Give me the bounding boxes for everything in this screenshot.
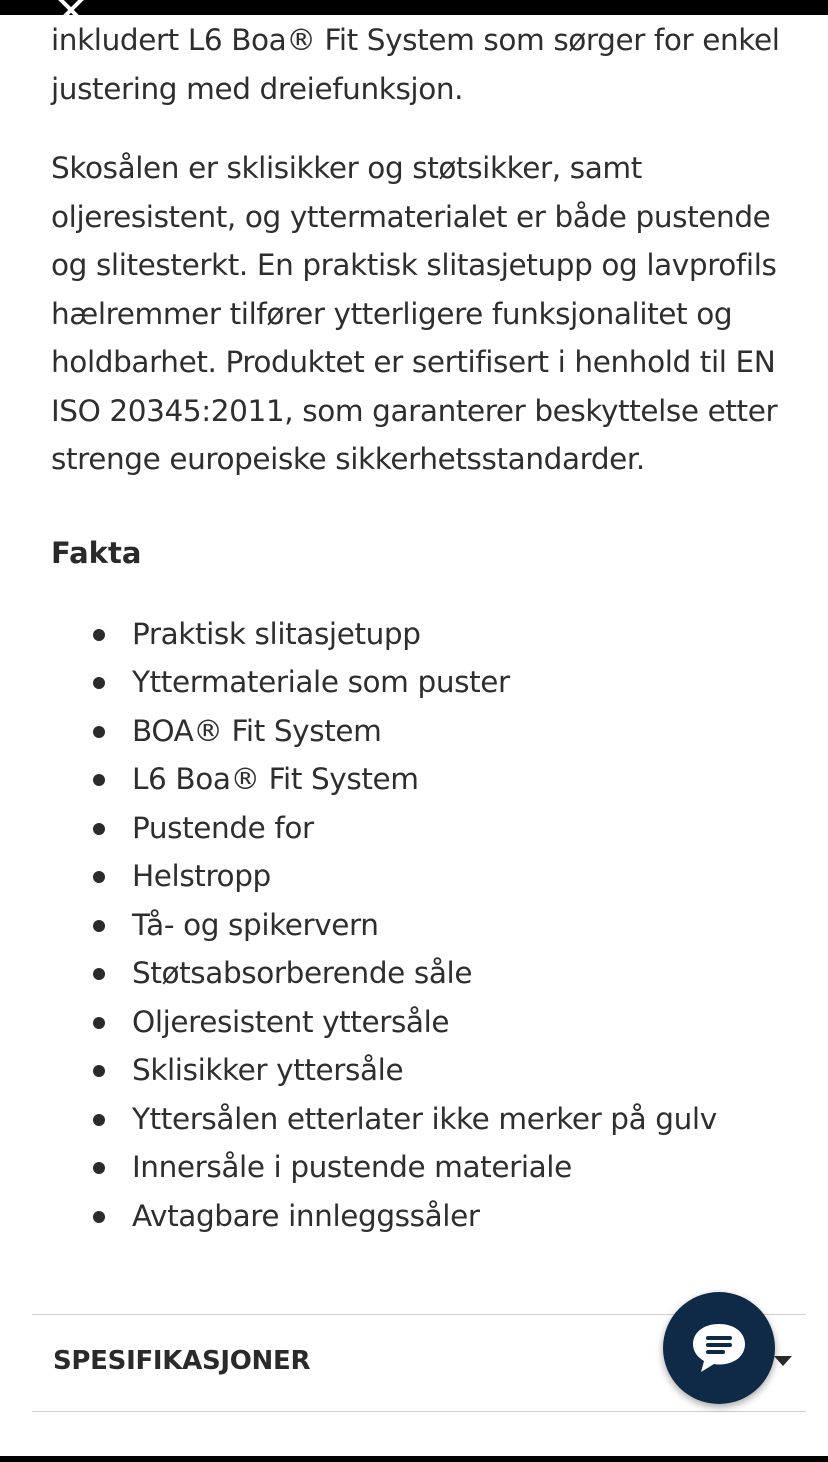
bullet-icon: [93, 1162, 105, 1174]
bullet-icon: [93, 726, 105, 738]
list-item: Oljeresistent yttersåle: [51, 998, 791, 1047]
divider: [32, 1411, 806, 1412]
bullet-icon: [93, 823, 105, 835]
chevron-down-icon: [774, 1356, 792, 1366]
bullet-icon: [93, 1065, 105, 1077]
list-item: BOA® Fit System: [51, 707, 791, 756]
bullet-icon: [93, 968, 105, 980]
list-item: Sklisikker yttersåle: [51, 1046, 791, 1095]
list-item: Yttermateriale som puster: [51, 658, 791, 707]
list-item: Yttersålen etterlater ikke merker på gulv: [51, 1095, 791, 1144]
list-item: Praktisk slitasjetupp: [51, 610, 791, 659]
list-item: Pustende for: [51, 804, 791, 853]
bullet-icon: [93, 1017, 105, 1029]
bullet-icon: [93, 677, 105, 689]
top-bar: [0, 0, 828, 15]
bullet-icon: [93, 1211, 105, 1223]
bottom-bar: [0, 1456, 828, 1462]
list-item: Helstropp: [51, 852, 791, 901]
list-item: L6 Boa® Fit System: [51, 755, 791, 804]
bullet-icon: [93, 920, 105, 932]
chat-icon: [689, 1320, 749, 1376]
specifications-label: SPESIFIKASJONER: [53, 1346, 311, 1376]
bullet-icon: [93, 871, 105, 883]
product-description: [51, 16, 791, 1240]
description-paragraph: inkludert L6 Boa® Fit System som sørger for enkel justering med dreiefunksjon.: [51, 23, 780, 106]
list-item: Tå- og spikervern: [51, 901, 791, 950]
description-paragraph: Skosålen er sklisikker og støtsikker, samt oljeresistent, og yttermaterialet er både pustende og slitesterkt. En praktisk slitasjetupp og lavprofils hælremmer tilfører ytterligere funksjonalitet og holdbarhet. Produktet er sertifisert i henhold til EN ISO 20345:2011, som garanterer beskyttelse etter strenge europeiske sikkerhetsstandarder.: [51, 151, 778, 476]
facts-list: [51, 610, 791, 1241]
chat-button[interactable]: [663, 1292, 775, 1404]
bullet-icon: [93, 1114, 105, 1126]
facts-heading: Fakta: [51, 535, 142, 570]
bullet-icon: [93, 774, 105, 786]
list-item: Støtsabsorberende såle: [51, 949, 791, 998]
bullet-icon: [93, 629, 105, 641]
list-item: Avtagbare innleggssåler: [51, 1192, 791, 1241]
list-item: Innersåle i pustende materiale: [51, 1143, 791, 1192]
